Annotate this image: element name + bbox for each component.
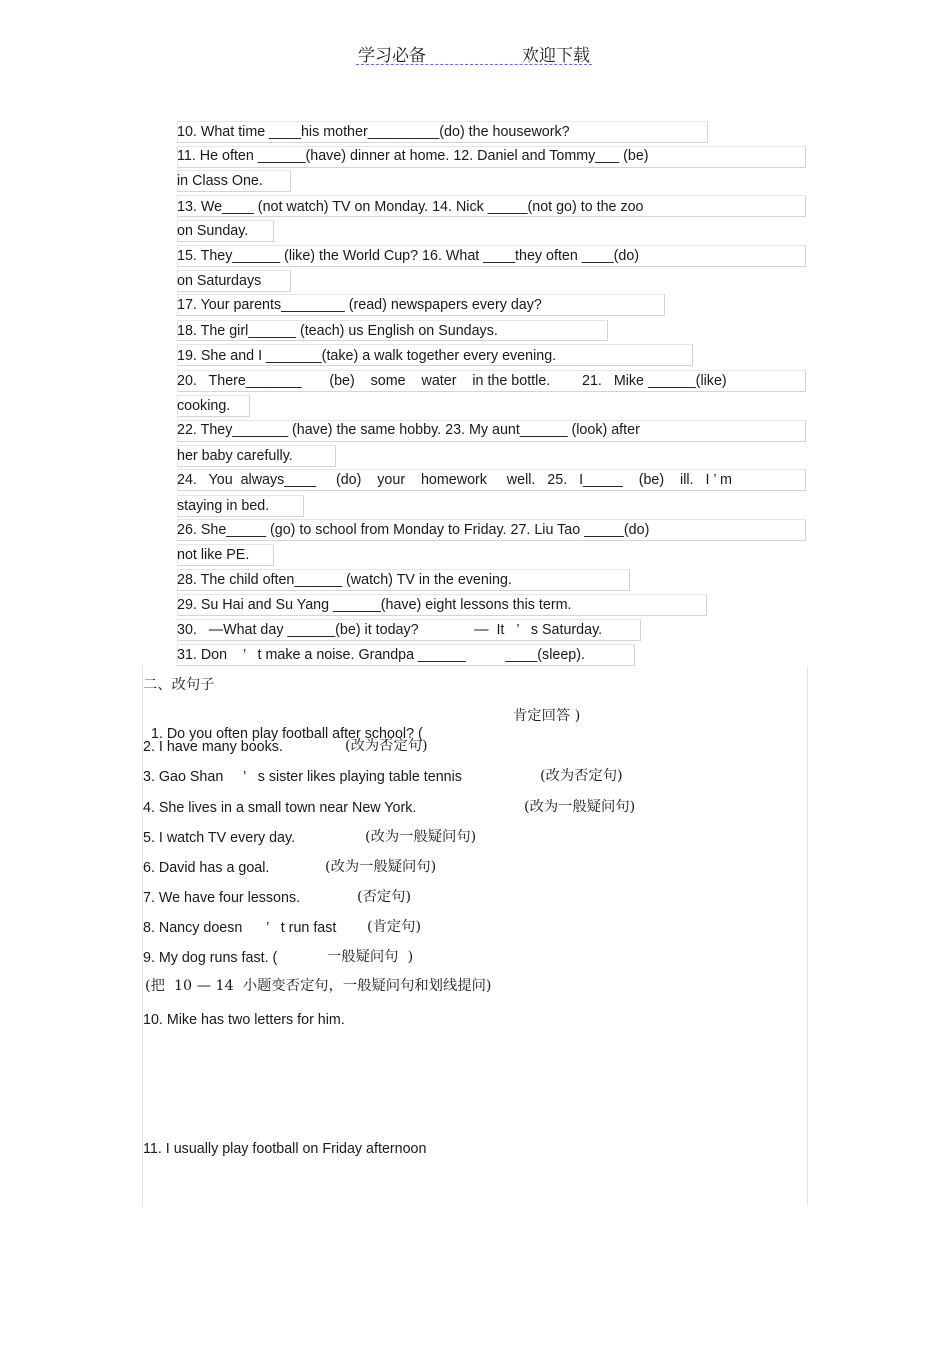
- section-note: (把 10 — 14 小题变否定句，一般疑问句和划线提问): [145, 978, 492, 994]
- exercise-line: on Sunday.: [177, 223, 249, 239]
- item-instruction: (改为一般疑问句): [524, 799, 636, 815]
- exercise-line: 31. Don ’ t make a noise. Grandpa ______ ____(sleep).: [177, 647, 585, 663]
- rewrite-item-8: 8. Nancy doesn ’ t run fast: [143, 920, 337, 936]
- item-instruction: (改为一般疑问句): [325, 859, 437, 875]
- exercise-line: 29. Su Hai and Su Yang ______(have) eight lessons this term.: [177, 597, 572, 613]
- exercise-line: staying in bed.: [177, 498, 270, 514]
- item-instruction: (改为一般疑问句): [365, 829, 477, 845]
- exercise-line: 30. —What day ______(be) it today? — It ’ s Saturday.: [177, 622, 603, 638]
- exercise-line: 26. She_____ (go) to school from Monday to Friday. 27. Liu Tao _____(do): [177, 522, 650, 538]
- rewrite-item-10: 10. Mike has two letters for him.: [143, 1012, 345, 1028]
- exercise-line: on Saturdays: [177, 273, 262, 289]
- exercise-line: not like PE.: [177, 547, 250, 563]
- exercise-line: 28. The child often______ (watch) TV in the evening.: [177, 572, 512, 588]
- header-left-text: 学习必备: [358, 46, 426, 66]
- exercise-line: cooking.: [177, 398, 231, 414]
- exercise-line: 24. You always____ (do) your homework well. 25. I_____ (be) ill. I ’ m: [177, 472, 732, 488]
- item-instruction: (否定句): [357, 889, 412, 905]
- exercise-line: her baby carefully.: [177, 448, 293, 464]
- item-instruction: 肯定回答 ): [513, 708, 581, 724]
- item-text: 1. Do you often play football after school? (: [150, 726, 423, 742]
- item-instruction: (改为否定句): [345, 738, 428, 754]
- exercise-line: 13. We____ (not watch) TV on Monday. 14. Nick _____(not go) to the zoo: [177, 199, 644, 215]
- page-header: [356, 40, 592, 65]
- exercise-line: 20. There_______ (be) some water in the bottle. 21. Mike ______(like): [177, 373, 727, 389]
- rewrite-item-4: 4. She lives in a small town near New York.: [143, 800, 417, 816]
- exercise-line: 15. They______ (like) the World Cup? 16. What ____they often ____(do): [177, 248, 640, 264]
- exercise-line: 17. Your parents________ (read) newspapers every day?: [177, 297, 542, 313]
- rewrite-item-3: 3. Gao Shan ’ s sister likes playing table tennis: [143, 769, 462, 785]
- header-right-text: 欢迎下载: [522, 46, 590, 66]
- exercise-line: 18. The girl______ (teach) us English on Sundays.: [177, 323, 498, 339]
- rewrite-item-7: 7. We have four lessons.: [143, 890, 301, 906]
- rewrite-item-6: 6. David has a goal.: [143, 860, 270, 876]
- exercise-line: 11. He often ______(have) dinner at home. 12. Daniel and Tommy___ (be): [177, 148, 649, 164]
- item-instruction: (肯定句): [367, 919, 422, 935]
- exercise-line: in Class One.: [177, 173, 263, 189]
- rewrite-item-9: 9. My dog runs fast. (: [143, 950, 278, 966]
- rewrite-item-11: 11. I usually play football on Friday afternoon: [143, 1141, 427, 1157]
- rewrite-item-5: 5. I watch TV every day.: [143, 830, 296, 846]
- rewrite-item-2: 2. I have many books.: [143, 739, 283, 755]
- exercise-line: 19. She and I _______(take) a walk together every evening.: [177, 348, 557, 364]
- exercise-line: 10. What time ____his mother_________(do) the housework?: [177, 124, 570, 140]
- exercise-line: 22. They_______ (have) the same hobby. 23. My aunt______ (look) after: [177, 422, 640, 438]
- section-heading: 二、改句子: [143, 677, 215, 693]
- item-instruction: (改为否定句): [540, 768, 623, 784]
- item-instruction: 一般疑问句 ): [327, 949, 414, 965]
